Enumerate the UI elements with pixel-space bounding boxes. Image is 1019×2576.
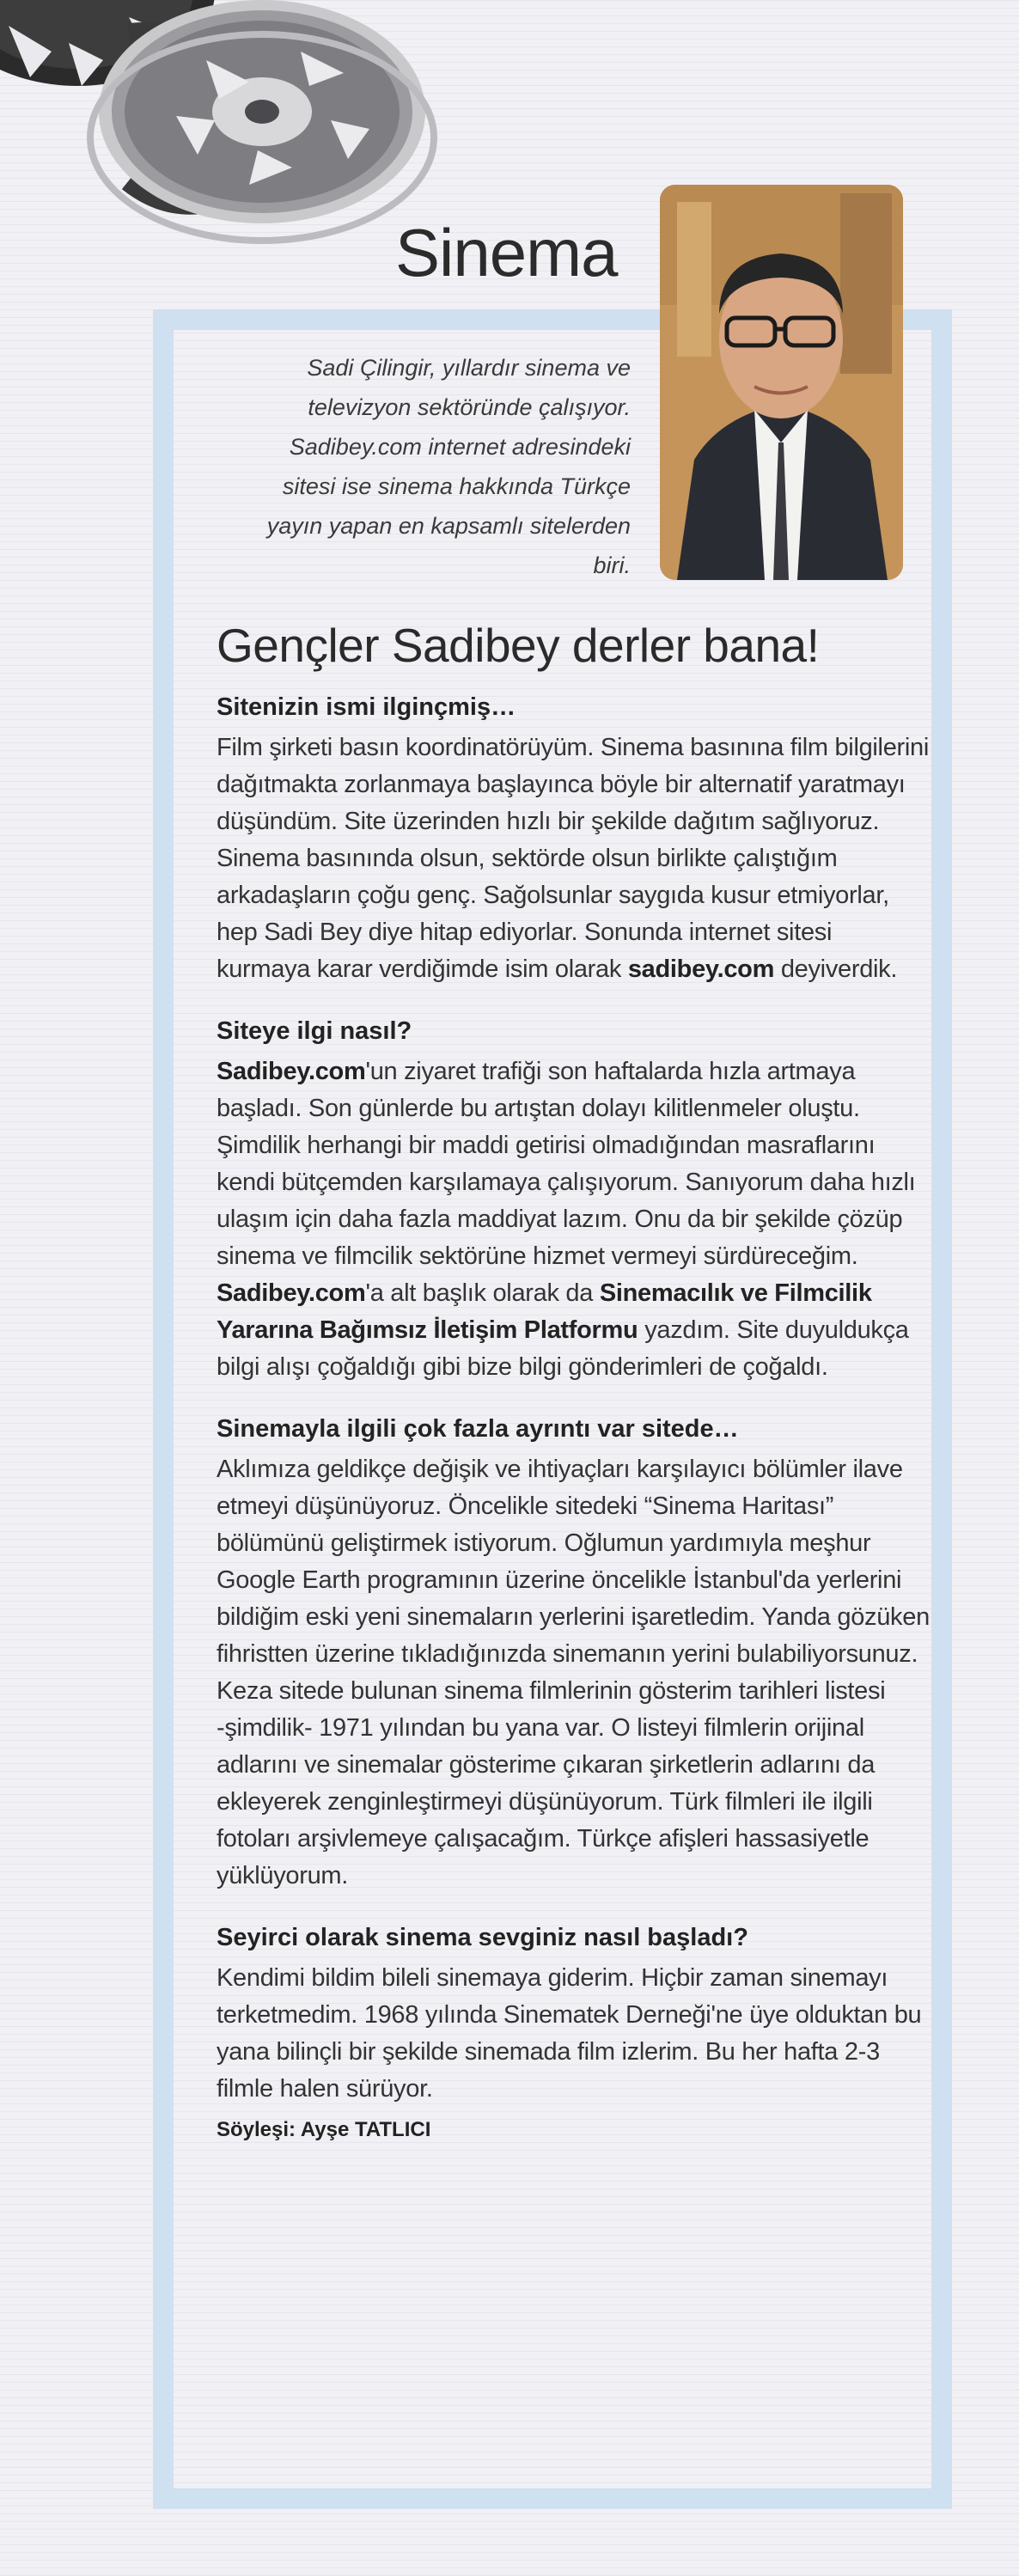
question-heading: Sitenizin ismi ilginçmiş… [217, 693, 516, 721]
page-title: Sinema [395, 215, 618, 290]
text-run: Kendimi bildim bileli sinemaya giderim. Hiçbir zaman sinemayı terketmedim. 1968 yılında Sinematek Derneği'ne üye olduktan bu yana bilinçli bir şekilde sinemada film izlerim. Bu her hafta 2-3 filmle halen sürüyor. [217, 1964, 922, 2103]
bold-text: sadibey.com [627, 955, 775, 983]
portrait-photo [660, 185, 903, 580]
answer-text [217, 729, 930, 988]
qa-section [217, 1412, 930, 1895]
byline: Söyleşi: Ayşe TATLICI [217, 2118, 431, 2141]
qa-section [217, 1920, 930, 2108]
text-run: 'un ziyaret trafiği son haftalarda hızla artmaya başladı. Son günlerde bu artıştan dolayı kilitlenmeler oluştu. Şimdilik herhangi bir maddi getirisi olmadığından masraflarını kendi bütçemden karşılamaya çalışıyorum. Sanıyorum daha hızlı ulaşım için daha fazla maddiyat lazım. Onu da bir şekilde çözüp sinema ve filmcilik sektörüne hizmet vermeyi sürdüreceğim. [217, 1058, 916, 1270]
text-run: yazdım. Site duyuldukça bilgi alışı çoğaldığı gibi bize bilgi gönderimleri de çoğaldı. [217, 1316, 909, 1381]
article-headline: Gençler Sadibey derler bana! [217, 619, 820, 672]
text-run: Film şirketi basın koordinatörüyüm. Sinema basınına film bilgilerini dağıtmakta zorlanmaya başlayınca böyle bir alternatif yaratmayı düşündüm. Site üzerinden hızlı bir şekilde dağıtım sağlıyoruz. Sinema basınında olsun, sektörde olsun birlikte çalıştığım arkadaşların çoğu genç. Sağolsunlar saygıda kusur etmiyorlar, hep Sadi Bey diye hitap ediyorlar. Sonunda internet sitesi kurmaya karar verdiğimde isim olarak [217, 734, 929, 983]
answer-text [217, 1053, 930, 1386]
bold-text: Sadibey.com [217, 1058, 366, 1085]
qa-section [217, 1014, 930, 1386]
bold-text: Sinemacılık ve Filmcilik Yararına Bağımsız İletişim Platformu [217, 1279, 872, 1344]
qa-section [217, 690, 930, 988]
question-heading: Siteye ilgi nasıl? [217, 1017, 412, 1045]
question-heading: Seyirci olarak sinema sevginiz nasıl başladı? [217, 1924, 748, 1951]
answer-text [217, 1451, 930, 1895]
answer-text [217, 1960, 930, 2108]
question-heading: Sinemayla ilgili çok fazla ayrıntı var sitede… [217, 1415, 739, 1443]
text-run: Aklımıza geldikçe değişik ve ihtiyaçları karşılayıcı bölümler ilave etmeyi düşünüyoruz. Öncelikle sitedeki “Sinema Haritası” bölümünü geliştirmek istiyorum. Oğlumun yardımıyla meşhur Google Earth programının üzerine öncelikle İstanbul'da yerlerini bildiğim eski yeni sinemaların yerlerini işaretledim. Yanda gözüken fihristten üzerine tıkladığınızda sinemanın yerini bulabiliyorsunuz. Keza sitede bulunan sinema filmlerinin gösterim tarihleri listesi -şimdilik- 1971 yılından bu yana var. O listeyi filmlerin orijinal adlarını ve sinemalar gösterime çıkaran şirketlerin adlarını da ekleyerek zenginleştirmeyi düşünüyorum. Türk filmleri ile ilgili fotoları arşivlemeye çalışacağım. Türkçe afişleri hassasiyetle yüklüyorum. [217, 1456, 930, 1889]
article-body [217, 690, 930, 2147]
text-run: deyiverdik. [774, 955, 898, 983]
text-run: 'a alt başlık olarak da [365, 1279, 600, 1307]
bold-text: Sadibey.com [217, 1279, 366, 1307]
intro-text: Sadi Çilingir, yıllardır sinema ve televizyon sektöründe çalışıyor. Sadibey.com internet adresindeki sitesi ise sinema hakkında Türkçe yayın yapan en kapsamlı sitelerden biri. [266, 355, 631, 578]
